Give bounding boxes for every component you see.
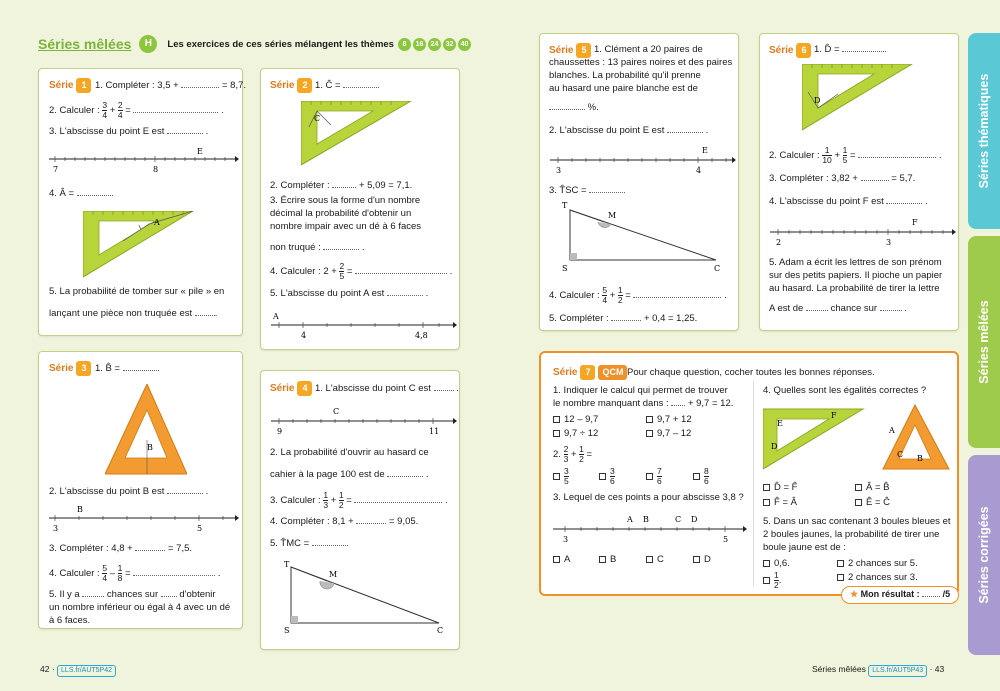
tick-label: 5 <box>723 535 729 544</box>
column-divider <box>753 381 754 586</box>
vertex-label: F <box>831 411 837 420</box>
qcm-angles-figure <box>763 403 953 473</box>
point-label: A <box>273 312 279 321</box>
s1-q5b: lançant une pièce non truquée est . <box>49 308 218 319</box>
triangle-figure <box>277 557 455 637</box>
s2-q3d: non truqué : . <box>270 242 365 253</box>
tab-series-corrigees[interactable]: Séries corrigées <box>968 455 1000 655</box>
footer-right: Séries mêlées LLS.fr/AUT5P43 · 43 <box>812 664 944 677</box>
s4-q3: 3. Calculer : $\frac{1}{3}$ + $\frac{1}{2}$ = . <box>270 490 448 510</box>
page-number: 43 <box>934 664 945 674</box>
qcm-q1a: 1. Indiquer le calcul qui permet de trouver <box>553 385 728 396</box>
s5-q3: 3. T̂SC = <box>549 184 625 197</box>
point-label: C <box>333 407 340 416</box>
tick-label: 2 <box>776 238 782 247</box>
footer-link[interactable]: LLS.fr/AUT5P43 <box>868 665 927 677</box>
serie-7-qcm-card <box>539 351 959 596</box>
header-intro: Les exercices de ces séries mélangent les thèmes <box>167 38 394 50</box>
s3-q5e: à 6 faces. <box>49 615 91 626</box>
theme-chip[interactable]: 16 <box>413 38 426 51</box>
s6-number-line <box>768 216 956 248</box>
s5-q4: 4. Calculer : $\frac{5}{4}$ + $\frac{1}{2}$ = . <box>549 285 727 305</box>
tick-label: 3 <box>53 524 59 533</box>
qcm-q4: 4. Quelles sont les égalités correctes ? <box>763 385 927 396</box>
s6-q5c: au hasard. La probabilité de tirer la lettre <box>769 283 940 294</box>
set-square-figure <box>105 384 187 476</box>
s1-q2: 2. Calculer : $\frac{3}{4}$ + $\frac{2}{4}$ = . <box>49 100 224 120</box>
s5-q5: 5. Compléter : + 0,4 = 1,25. <box>549 313 698 324</box>
s2-q3b: décimal la probabilité d'obtenir un <box>270 208 412 219</box>
qcm-option[interactable]: Â = B̂ <box>855 481 890 494</box>
s3-q1: 1. B̂ = <box>95 362 159 375</box>
result-badge: ★ Mon résultat : /5 <box>841 586 959 604</box>
tick-label: 8 <box>153 165 159 174</box>
s1-q4: 4. Â = <box>49 187 113 200</box>
s6-q3: 3. Compléter : 3,82 + = 5,7. <box>769 173 916 184</box>
vertex-label: C <box>437 626 444 635</box>
set-square-figure <box>83 211 195 279</box>
s2-q2: 2. Compléter : + 5,09 = 7,1. <box>270 180 413 191</box>
vertex-label: M <box>608 211 617 220</box>
serie-label: Série 7 QCM <box>553 365 627 380</box>
tick-label: 5 <box>197 524 203 533</box>
header-badge: H <box>139 35 157 53</box>
qcm-option[interactable]: 9,7 ÷ 12 <box>553 427 598 440</box>
qcm-number-line <box>551 511 747 545</box>
qcm-option[interactable]: $\frac{3}{6}$ <box>599 467 615 486</box>
serie-3-card <box>38 351 243 629</box>
qcm-option[interactable]: D <box>693 553 711 566</box>
point-label: D <box>691 515 698 524</box>
tick-label: 7 <box>53 165 59 174</box>
s2-q3c: nombre impair avec un dé à 6 faces <box>270 221 422 232</box>
vertex-label: S <box>284 626 290 635</box>
qcm-option[interactable]: $\frac{1}{2}$ . <box>763 571 781 590</box>
qcm-q3: 3. Lequel de ces points a pour abscisse 3,8 ? <box>553 492 744 503</box>
vertex-label: D <box>771 442 778 451</box>
tick-label: 4,8 <box>415 331 428 340</box>
theme-chip[interactable]: 8 <box>398 38 411 51</box>
qcm-tag: QCM <box>598 365 627 380</box>
qcm-option[interactable]: 12 – 9,7 <box>553 413 598 426</box>
tab-series-melees[interactable]: Séries mêlées <box>968 236 1000 448</box>
s3-q3: 3. Compléter : 4,8 + = 7,5. <box>49 543 193 554</box>
theme-chip[interactable]: 24 <box>428 38 441 51</box>
angle-label: B <box>147 443 153 452</box>
page-title: Séries mêlées <box>38 36 132 52</box>
footer-link[interactable]: LLS.fr/AUT5P42 <box>57 665 116 677</box>
angle-label: A <box>154 218 160 227</box>
s3-q5d: un nombre inférieur ou égal à 4 avec un dé <box>49 602 231 613</box>
s5-q2: 2. L'abscisse du point E est . <box>549 125 709 136</box>
vertex-label: B <box>917 454 923 463</box>
qcm-instructions: Pour chaque question, cocher toutes les bonnes réponses. <box>627 367 875 378</box>
s5-q1d: au hasard une paire blanche est de <box>549 83 698 94</box>
qcm-q5c: boule jaune est de : <box>763 542 846 553</box>
vertex-label: E <box>777 419 783 428</box>
qcm-option[interactable]: $\frac{8}{6}$ <box>693 467 709 486</box>
serie-2-card <box>260 68 460 350</box>
s6-q2: 2. Calculer : $\frac{1}{10}$ + $\frac{1}{5}$ = . <box>769 145 942 165</box>
qcm-option[interactable]: B <box>599 553 616 566</box>
s1-q3: 3. L'abscisse du point E est . <box>49 126 209 137</box>
s1-q5: 5. La probabilité de tomber sur « pile » en <box>49 286 225 297</box>
qcm-option[interactable]: Ê = Ĉ <box>855 496 890 509</box>
qcm-option[interactable]: $\frac{3}{5}$ <box>553 467 569 486</box>
s4-number-line <box>269 405 457 437</box>
tick-label: 4 <box>301 331 307 340</box>
serie-label: Série 5 <box>549 43 591 58</box>
s5-q1a: 1. Clément a 20 paires de <box>594 44 703 55</box>
s6-q4: 4. L'abscisse du point F est . <box>769 196 928 207</box>
page-header <box>38 35 471 53</box>
s6-q1: 1. D̂ = <box>814 43 886 56</box>
footer-title: Séries mêlées <box>812 664 866 674</box>
serie-label: Série 2 <box>270 78 312 93</box>
qcm-option[interactable]: 0,6. <box>763 557 790 570</box>
tick-label: 4 <box>696 166 702 175</box>
s2-q4: 4. Calculer : 2 + $\frac{2}{5}$ = . <box>270 261 453 281</box>
qcm-option[interactable]: 2 chances sur 3. <box>837 571 918 584</box>
footer-left: 42 · LLS.fr/AUT5P42 <box>40 664 116 677</box>
theme-chip[interactable]: 40 <box>458 38 471 51</box>
vertex-label: C <box>897 450 904 459</box>
point-label: E <box>197 147 203 156</box>
vertex-label: C <box>714 264 721 273</box>
triangle-figure <box>558 198 736 276</box>
s2-number-line <box>269 311 457 341</box>
s3-number-line <box>47 504 239 534</box>
s5-q1b: chaussettes : 13 paires noires et des paires <box>549 57 733 68</box>
s3-q2: 2. L'abscisse du point B est . <box>49 486 209 497</box>
qcm-option[interactable]: 9,7 – 12 <box>646 427 691 440</box>
tick-label: 3 <box>563 535 569 544</box>
tick-label: 3 <box>556 166 562 175</box>
star-icon: ★ <box>850 589 859 599</box>
qcm-option[interactable]: 9,7 + 12 <box>646 413 692 426</box>
serie-label: Série 6 <box>769 43 811 58</box>
s5-q1e: %. <box>549 101 599 114</box>
s1-q1: 1. Compléter : 3,5 + = 8,7. <box>95 80 247 91</box>
s3-q5a: 5. Il y a chances sur d'obtenir <box>49 589 216 600</box>
s2-q5: 5. L'abscisse du point A est . <box>270 288 429 299</box>
point-label: C <box>675 515 682 524</box>
tab-series-thematiques[interactable]: Séries thématiques <box>968 33 1000 229</box>
qcm-q5a: 5. Dans un sac contenant 3 boules bleues et <box>763 516 951 527</box>
s4-q5: 5. T̂MC = <box>270 537 348 550</box>
vertex-label: T <box>562 201 568 210</box>
s4-q1: 1. L'abscisse du point C est . <box>315 383 459 394</box>
s3-q4: 4. Calculer : $\frac{5}{4}$ – $\frac{1}{8}$ = . <box>49 563 221 583</box>
angle-label: C <box>314 114 321 123</box>
serie-label: Série 1 <box>49 78 91 93</box>
s4-q2b: cahier à la page 100 est de . <box>270 469 429 480</box>
s5-q1c: blanches. La probabilité qu'il prenne <box>549 70 701 81</box>
point-label: F <box>912 218 918 227</box>
serie-6-card <box>759 33 959 331</box>
vertex-label: M <box>329 570 338 579</box>
set-square-figure <box>301 101 413 167</box>
point-label: A <box>627 515 633 524</box>
angle-label: D <box>814 96 821 105</box>
qcm-q2: 2. $\frac{2}{3}$ + $\frac{1}{2}$ = <box>553 444 593 464</box>
tick-label: 3 <box>886 238 892 247</box>
s5-number-line <box>548 146 736 176</box>
qcm-option[interactable]: C <box>646 553 664 566</box>
serie-label: Série 3 <box>49 361 91 376</box>
serie-label: Série 4 <box>270 381 312 396</box>
qcm-option[interactable]: 2 chances sur 5. <box>837 557 918 570</box>
point-label: B <box>643 515 649 524</box>
s4-q4: 4. Compléter : 8,1 + = 9,05. <box>270 516 419 527</box>
vertex-label: A <box>889 426 895 435</box>
qcm-option[interactable]: F̂ = Â <box>763 496 797 509</box>
s1-number-line <box>47 147 239 175</box>
theme-chip[interactable]: 32 <box>443 38 456 51</box>
qcm-option[interactable]: $\frac{7}{6}$ <box>646 467 662 486</box>
point-label: E <box>702 146 708 155</box>
s6-q5a: 5. Adam a écrit les lettres de son prénom <box>769 257 942 268</box>
tick-label: 9 <box>277 427 283 436</box>
s6-q5d: A est de chance sur . <box>769 303 908 314</box>
tick-label: 11 <box>429 427 440 436</box>
vertex-label: S <box>562 264 568 273</box>
serie-1-card <box>38 68 247 336</box>
s6-q5b: sur des petits papiers. Il pioche un papier <box>769 270 943 281</box>
s2-q1: 1. Ĉ = <box>315 79 379 92</box>
vertex-label: T <box>284 560 290 569</box>
qcm-q5b: 2 boules jaunes, la probabilité de tirer une <box>763 529 940 540</box>
point-label: B <box>77 505 83 514</box>
serie-5-card <box>539 33 739 331</box>
serie-4-card <box>260 370 460 650</box>
page-number: 42 <box>40 664 50 674</box>
qcm-option[interactable]: D̂ = F̂ <box>763 481 798 494</box>
s2-q3a: 3. Écrire sous la forme d'un nombre <box>270 195 421 206</box>
qcm-q1b: le nombre manquant dans : + 9,7 = 12. <box>553 398 734 409</box>
set-square-figure <box>802 64 914 132</box>
s4-q2: 2. La probabilité d'ouvrir au hasard ce <box>270 447 429 458</box>
qcm-option[interactable]: A <box>553 553 570 566</box>
